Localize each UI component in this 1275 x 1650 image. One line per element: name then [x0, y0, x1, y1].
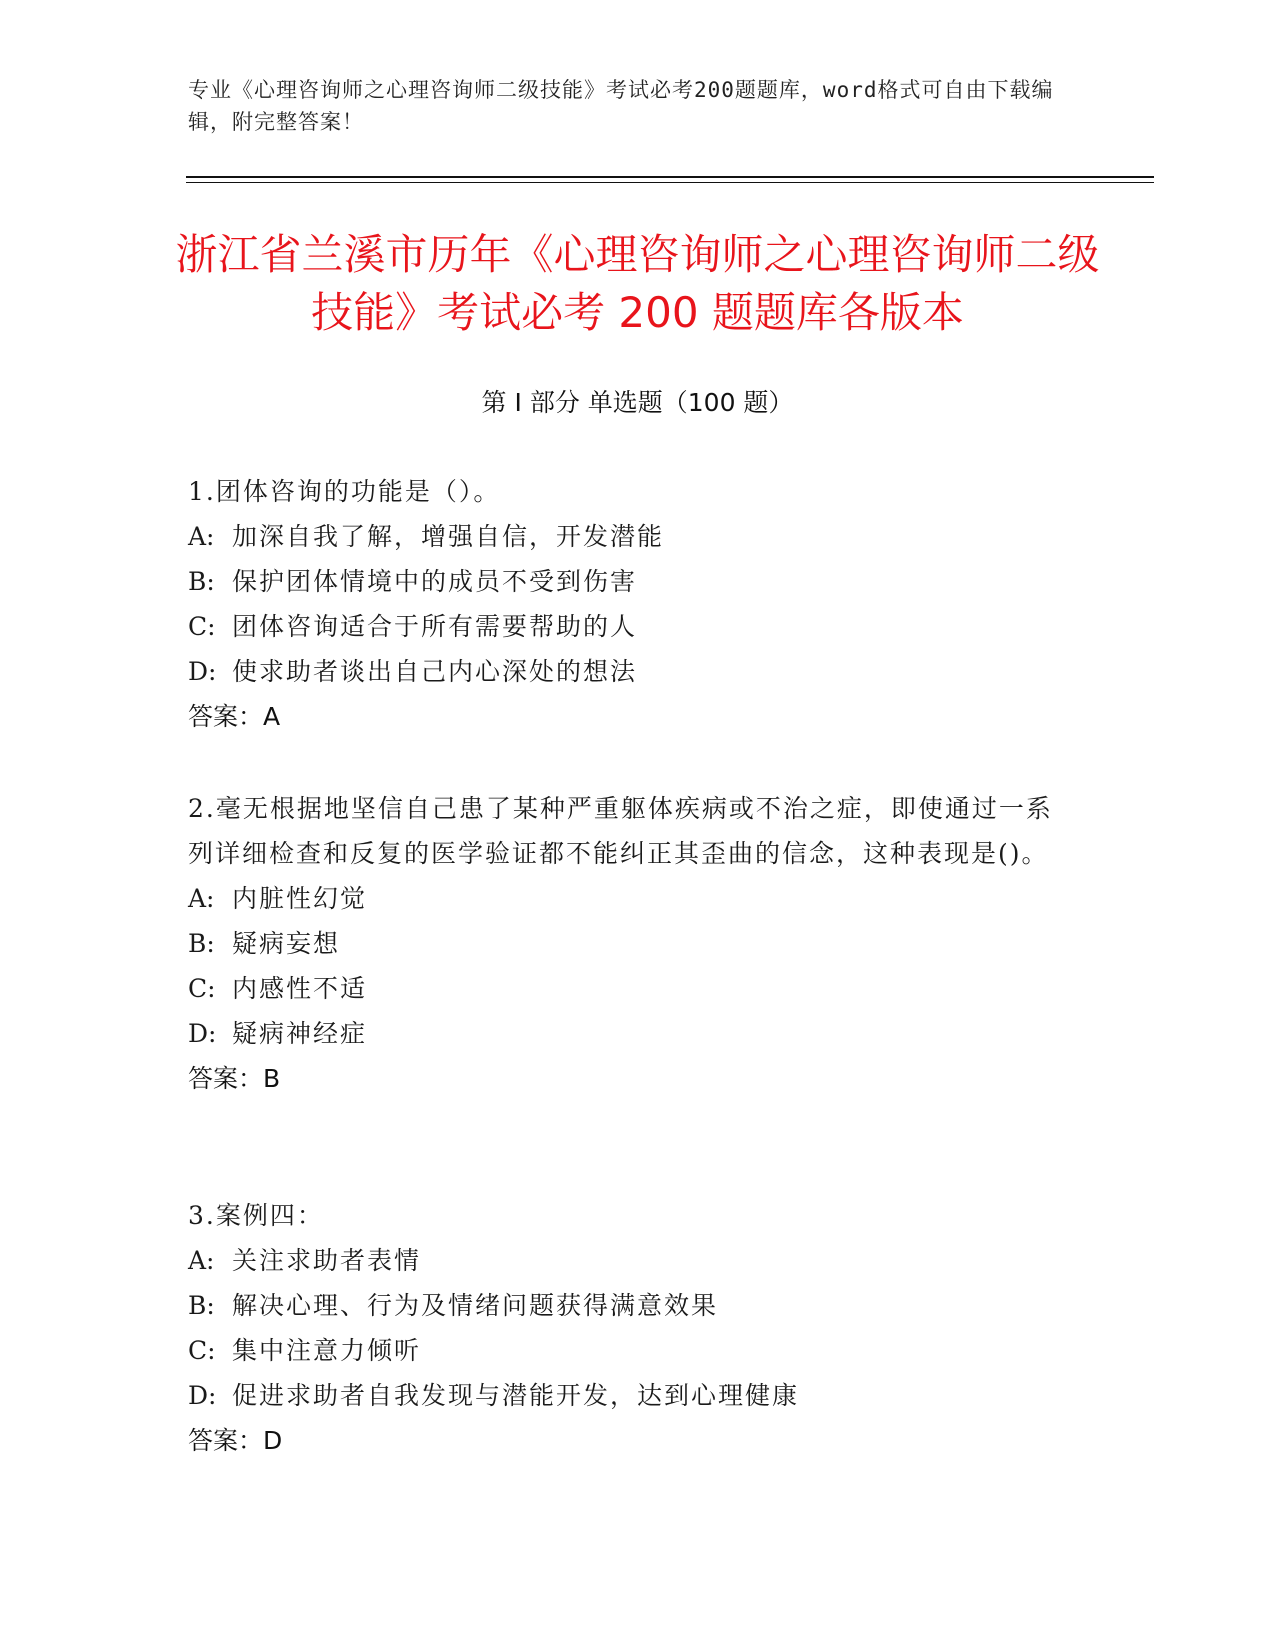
- option-letter: C:: [188, 1336, 216, 1365]
- document-title: 浙江省兰溪市历年《心理咨询师之心理咨询师二级技能》考试必考 200 题题库各版本: [175, 230, 1100, 337]
- option-text: 促进求助者自我发现与潜能开发，达到心理健康: [232, 1381, 800, 1410]
- option-text: 加深自我了解，增强自信，开发潜能: [232, 522, 665, 551]
- question-2: [188, 786, 1058, 1101]
- option-letter: D:: [188, 1381, 217, 1410]
- option-letter: D:: [188, 657, 217, 686]
- option-d: [188, 1373, 1058, 1418]
- option-text: 疑病妄想: [232, 929, 341, 958]
- option-text: 使求助者谈出自己内心深处的想法: [232, 657, 638, 686]
- option-letter: B:: [188, 1291, 215, 1320]
- header-rule-thin: [186, 182, 1154, 183]
- option-text: 集中注意力倾听: [232, 1336, 422, 1365]
- option-text: 关注求助者表情: [232, 1246, 422, 1275]
- answer-line: 答案：B: [188, 1064, 281, 1093]
- option-c: [188, 1328, 1058, 1373]
- option-text: 疑病神经症: [232, 1019, 368, 1048]
- option-a: [188, 876, 1058, 921]
- option-b: [188, 1283, 1058, 1328]
- option-c: [188, 966, 1058, 1011]
- option-text: 解决心理、行为及情绪问题获得满意效果: [232, 1291, 719, 1320]
- question-stem: 3.案例四：: [188, 1201, 324, 1230]
- option-d: [188, 649, 1058, 694]
- option-letter: C:: [188, 612, 216, 641]
- option-text: 内脏性幻觉: [232, 884, 368, 913]
- option-c: [188, 604, 1058, 649]
- option-letter: B:: [188, 567, 215, 596]
- question-1: [188, 469, 1058, 739]
- option-letter: B:: [188, 929, 215, 958]
- option-letter: A:: [188, 522, 215, 551]
- option-d: [188, 1011, 1058, 1056]
- answer-line: 答案：D: [188, 1426, 283, 1455]
- option-a: [188, 514, 1058, 559]
- question-stem: 2.毫无根据地坚信自己患了某种严重躯体疾病或不治之症，即使通过一系列详细检查和反复的医学验证都不能纠正其歪曲的信念，这种表现是()。: [188, 794, 1053, 868]
- option-a: [188, 1238, 1058, 1283]
- question-stem: 1.团体咨询的功能是（）。: [188, 477, 501, 506]
- section-title: 第 I 部分 单选题（100 题）: [481, 388, 794, 417]
- option-letter: A:: [188, 1246, 215, 1275]
- question-3: [188, 1193, 1058, 1463]
- option-b: [188, 921, 1058, 966]
- option-text: 团体咨询适合于所有需要帮助的人: [232, 612, 638, 641]
- option-letter: C:: [188, 974, 216, 1003]
- option-b: [188, 559, 1058, 604]
- option-text: 内感性不适: [232, 974, 368, 1003]
- option-letter: D:: [188, 1019, 217, 1048]
- header-note: 专业《心理咨询师之心理咨询师二级技能》考试必考200题题库，word格式可自由下载编辑，附完整答案！: [188, 78, 1054, 134]
- option-letter: A:: [188, 884, 215, 913]
- header-rule-thick: [186, 176, 1154, 178]
- option-text: 保护团体情境中的成员不受到伤害: [232, 567, 638, 596]
- answer-line: 答案：A: [188, 702, 281, 731]
